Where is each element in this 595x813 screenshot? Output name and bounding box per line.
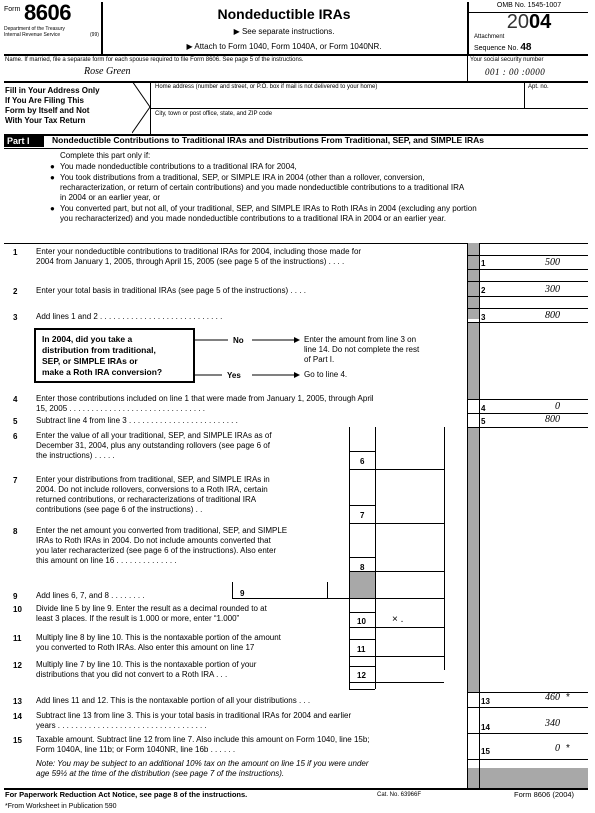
sequence-label: Sequence No. 48 [474, 42, 532, 53]
sequence-number: 48 [520, 42, 532, 53]
line-14-value[interactable]: 340 [545, 718, 560, 729]
line-3-number: 3 [13, 313, 18, 322]
decision-no-label: No [233, 336, 244, 345]
part-i-tag: Part I [4, 135, 44, 147]
city-label: City, town or post office, state, and ZIP code [155, 111, 273, 117]
line-5-number: 5 [13, 417, 18, 426]
dept-treasury: Department of the Treasury [4, 26, 65, 32]
catalog-number: Cat. No. 63966F [377, 792, 422, 798]
line-1-text: Enter your nondeductible contributions to traditional IRAs for 2004, including those made for 2004 from January 1, 2005, through April 15, 2005 (see page 5 of the instructions) . . . . [36, 247, 362, 266]
line-12-text: Multiply line 7 by line 10. This is the nontaxable portion of your distributions that you did not convert to a Roth IRA . . . [36, 660, 257, 679]
line-4-box: 4 [481, 404, 486, 413]
line-13-value[interactable]: 460 [545, 692, 560, 703]
form-8606-page [4, 2, 588, 810]
attachment-label: Attachment [474, 34, 505, 40]
decision-yes-label: Yes [227, 371, 241, 380]
line-2-box: 2 [481, 286, 486, 295]
line-7-text: Enter your distributions from traditional, SEP, and SIMPLE IRAs in 2004. Do not include rollovers, conversions to a Roth IRA, certain returned contributions, or recharacterizations of traditional IRA contributions (see page 6 of the instructions) . . [36, 475, 270, 514]
line-3-value[interactable]: 800 [545, 310, 560, 321]
line-15-text: Taxable amount. Subtract line 12 from line 7. Also include this amount on Form 1040, line 15b; Form 1040A, line 11b; or Form 1040NR, line 16b . . . . . . [36, 735, 370, 754]
line-2-value[interactable]: 300 [545, 284, 560, 295]
line-7-box: 7 [360, 511, 365, 520]
line-6-box: 6 [360, 457, 365, 466]
line-3-box: 3 [481, 313, 486, 322]
line-11-number: 11 [13, 634, 22, 643]
line-7-number: 7 [13, 476, 18, 485]
apt-label: Apt. no. [528, 84, 549, 90]
form-number: 8606 [24, 0, 71, 25]
line-14-box: 14 [481, 723, 490, 732]
line-4-text: Enter those contributions included on line 1 that were made from January 1, 2005, through April 15, 2005 . . . . . . . . . . . . . . . . . . . . . . . . . . . . . . . [36, 394, 374, 413]
line-11-box: 11 [357, 645, 366, 654]
fill-in-address-note: Fill in Your Address Only If You Are Filing This Form by Itself and Not With Your Tax Return [5, 86, 100, 125]
decision-no-text: Enter the amount from line 3 on line 14. Do not complete the rest of Part I. [304, 335, 420, 364]
line-5-text: Subtract line 4 from line 3 . . . . . . . . . . . . . . . . . . . . . . . . . [36, 416, 238, 425]
line-15-box: 15 [481, 747, 490, 756]
line-10-number: 10 [13, 605, 22, 614]
line-8-text: Enter the net amount you converted from traditional, SEP, and SIMPLE IRAs to Roth IRAs in 2004. Do not include amounts converted that you later recharacterized (see page 6 of the instructions). Also enter this amount on line 16 . . . . . . . . . . . . . . [36, 526, 288, 565]
worksheet-footnote: *From Worksheet in Publication 590 [5, 803, 117, 810]
seq-code: (99) [90, 32, 99, 38]
line-2-number: 2 [13, 287, 18, 296]
line-14-text: Subtract line 13 from line 3. This is your total basis in traditional IRAs for 2004 and earlier years . . . . . . . . . . . . . . . . . . . . . . . . . . . . . . . . . . [36, 711, 352, 730]
tax-year: 2004 [506, 11, 552, 33]
part-i-bullets: ● You made nondeductible contributions to a traditional IRA for 2004, ● You took distributions from a traditional, SEP, or SIMPLE IRA in 2004 (other than a rollover, conversion, recharacterization, or return of certain contributions) and you made nondeductible contributions to a traditional IRA in 2004 or an earlier year, or ● You converted part, but not all, of your traditional, SEP, and SIMPLE IRAs to Roth IRAs in 2004 (excluding any portion you recharacterized) and you made nondeductible contributions to a traditional IRA in 2004 or an earlier year. [50, 162, 477, 223]
line-9-text: Add lines 6, 7, and 8 . . . . . . . . [36, 591, 145, 600]
line-10-value[interactable]: × . [392, 614, 404, 625]
line-13-box: 13 [481, 697, 490, 706]
decision-yes-text: Go to line 4. [304, 370, 348, 379]
line-1-box: 1 [481, 259, 486, 268]
line-14-number: 14 [13, 712, 22, 721]
line-15-asterisk: * [566, 743, 570, 754]
line-13-number: 13 [13, 697, 22, 706]
irs-label: Internal Revenue Service [4, 32, 61, 38]
line-15-number: 15 [13, 736, 22, 745]
line-13-asterisk: * [566, 692, 570, 703]
form-reference: Form 8606 (2004) [514, 790, 575, 799]
omb-number: OMB No. 1545-1007 [496, 2, 562, 9]
line-13-text: Add lines 11 and 12. This is the nontaxable portion of all your distributions . . . [36, 696, 311, 705]
line-12-box: 12 [357, 671, 366, 680]
line-9-number: 9 [13, 592, 18, 601]
line-10-box: 10 [357, 617, 366, 626]
line-10-text: Divide line 5 by line 9. Enter the result as a decimal rounded to at least 3 places. If the result is 1.000 or more, enter “1.000” [36, 604, 267, 623]
taxpayer-name[interactable]: Rose Green [84, 66, 131, 77]
attach-instruction: ▶ Attach to Form 1040, Form 1040A, or Form 1040NR. [186, 42, 382, 51]
line-6-text: Enter the value of all your traditional, SEP, and SIMPLE IRAs as of December 31, 2004, plus any outstanding rollovers (see page 6 of the instructions) . . . . . [36, 431, 272, 460]
line-8-number: 8 [13, 527, 18, 536]
form-title: Nondeductible IRAs [217, 6, 351, 22]
line-2-text: Enter your total basis in traditional IRAs (see page 5 of the instructions) . . . . [36, 286, 306, 295]
line-12-number: 12 [13, 661, 22, 670]
line-1-value[interactable]: 500 [545, 257, 560, 268]
line-4-number: 4 [13, 395, 18, 404]
decision-question-box: In 2004, did you take a distribution from traditional, SEP, or SIMPLE IRAs or make a Roth IRA conversion? [34, 328, 195, 383]
paperwork-notice: For Paperwork Reduction Act Notice, see page 8 of the instructions. [5, 790, 248, 799]
home-address-label: Home address (number and street, or P.O. box if mail is not delivered to your home) [155, 84, 378, 90]
line-5-box: 5 [481, 417, 486, 426]
line-1-number: 1 [13, 248, 18, 257]
form-word: Form [4, 6, 21, 13]
see-separate-instructions: ▶ See separate instructions. [233, 27, 335, 36]
ssn-value[interactable]: 001 : 00 :0000 [485, 67, 546, 77]
ssn-label: Your social security number [470, 57, 544, 63]
line-3-text: Add lines 1 and 2 . . . . . . . . . . . . . . . . . . . . . . . . . . . . [36, 312, 223, 321]
line-15-value[interactable]: 0 [555, 743, 560, 754]
line-8-box: 8 [360, 563, 365, 572]
line-9-box: 9 [240, 589, 245, 598]
part-i-title: Nondeductible Contributions to Traditional IRAs and Distributions From Traditional, SEP, and SIMPLE IRAs [52, 135, 484, 145]
line-5-value[interactable]: 800 [545, 414, 560, 425]
name-label: Name. If married, file a separate form for each spouse required to file Form 8606. See page 5 of the instructions. [5, 57, 304, 63]
decision-arrows-icon [194, 332, 300, 382]
line-15-note: Note: You may be subject to an additional 10% tax on the amount on line 15 if you were under age 59½ at the time of the distribution (see page 7 of the instructions). [36, 759, 369, 778]
line-4-value[interactable]: 0 [555, 401, 560, 412]
part-i-intro: Complete this part only if: [60, 151, 151, 160]
line-11-text: Multiply line 8 by line 10. This is the nontaxable portion of the amount you converted to Roth IRAs. Also enter this amount on line 17 [36, 633, 281, 652]
line-6-number: 6 [13, 432, 18, 441]
